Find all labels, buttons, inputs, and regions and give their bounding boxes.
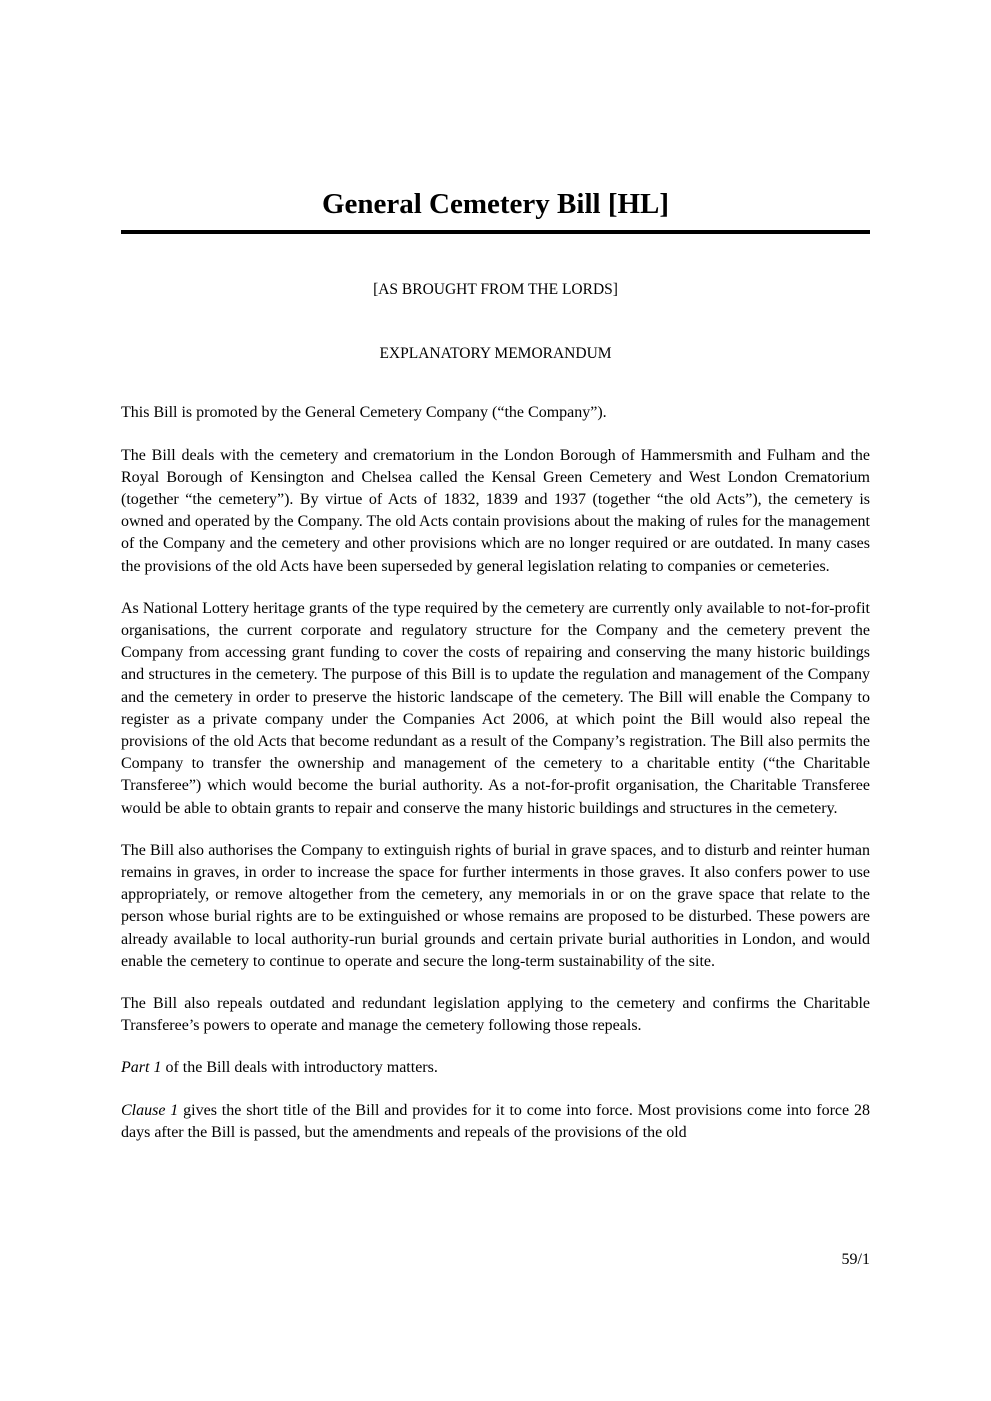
explanatory-memorandum-heading: EXPLANATORY MEMORANDUM xyxy=(379,345,612,363)
document-body xyxy=(121,402,870,1144)
brought-from-lords-line: [AS BROUGHT FROM THE LORDS] xyxy=(373,281,618,299)
paragraph xyxy=(121,840,870,973)
paragraph-text: As National Lottery heritage grants of the type required by the cemetery are currently only available to not-for-profit organisations, the current corporate and regulatory structure for the Company and the cemetery prevent the Company from accessing grant funding to cover the costs of repairing and conserving the many historic buildings and structures in the cemetery. The purpose of this Bill is to update the regulation and management of the Company and the cemetery in order to preserve the historic landscape of the cemetery. The Bill will enable the Company to register as a private company under the Companies Act 2006, at which point the Bill would also repeal the provisions of the old Acts that become redundant as a result of the Company’s registration. The Bill also permits the Company to transfer the ownership and management of the cemetery to a charitable entity (“the Charitable Transferee”) which would become the burial authority. As a not-for-profit organisation, the Charitable Transferee would be able to obtain grants to repair and conserve the many historic buildings and structures in the cemetery. xyxy=(121,599,870,817)
paragraph-lead: Part 1 xyxy=(121,1059,162,1077)
paragraph-text: gives the short title of the Bill and provides for it to come into force. Most provisions come into force 28 days after the Bill is passed, but the amendments and repeals of the provisions of the old xyxy=(121,1101,870,1141)
paragraph-text: of the Bill deals with introductory matters. xyxy=(161,1059,438,1077)
paragraph-text: This Bill is promoted by the General Cemetery Company (“the Company”). xyxy=(121,404,607,422)
paragraph xyxy=(121,598,870,820)
page-number: 59/1 xyxy=(841,1251,870,1268)
paragraph-text: The Bill also authorises the Company to extinguish rights of burial in grave spaces, and to disturb and reinter human remains in graves, in order to increase the space for further interments in those graves. It also confers power to use appropriately, or remove altogether from the cemetery, any memorials in or on the grave space that relate to the person whose burial rights are to be extinguished or whose remains are proposed to be disturbed. These powers are already available to local authority-run burial grounds and certain private burial authorities in London, and would enable the cemetery to continue to operate and secure the long-term sustainability of the site. xyxy=(121,841,870,970)
title-double-rule xyxy=(121,230,870,234)
paragraph-lead: Clause 1 xyxy=(121,1101,179,1119)
paragraph xyxy=(121,445,870,578)
paragraph xyxy=(121,993,870,1037)
paragraph-text: The Bill also repeals outdated and redundant legislation applying to the cemetery and confirms the Charitable Transferee’s powers to operate and manage the cemetery following those repeals. xyxy=(121,995,870,1035)
paragraph-text: The Bill deals with the cemetery and crematorium in the London Borough of Hammersmith and Fulham and the Royal Borough of Kensington and Chelsea called the Kensal Green Cemetery and West London Crematorium (together “the cemetery”). By virtue of Acts of 1832, 1839 and 1937 (together “the old Acts”), the cemetery is owned and operated by the Company. The old Acts contain provisions about the making of rules for the management of the Company and the cemetery and other provisions which are no longer required or are outdated. In many cases the provisions of the old Acts have been superseded by general legislation relating to companies or cemeteries. xyxy=(121,446,870,575)
paragraph xyxy=(121,1057,870,1079)
paragraph xyxy=(121,1100,870,1144)
paragraph xyxy=(121,402,870,424)
page-title: General Cemetery Bill [HL] xyxy=(321,188,670,220)
